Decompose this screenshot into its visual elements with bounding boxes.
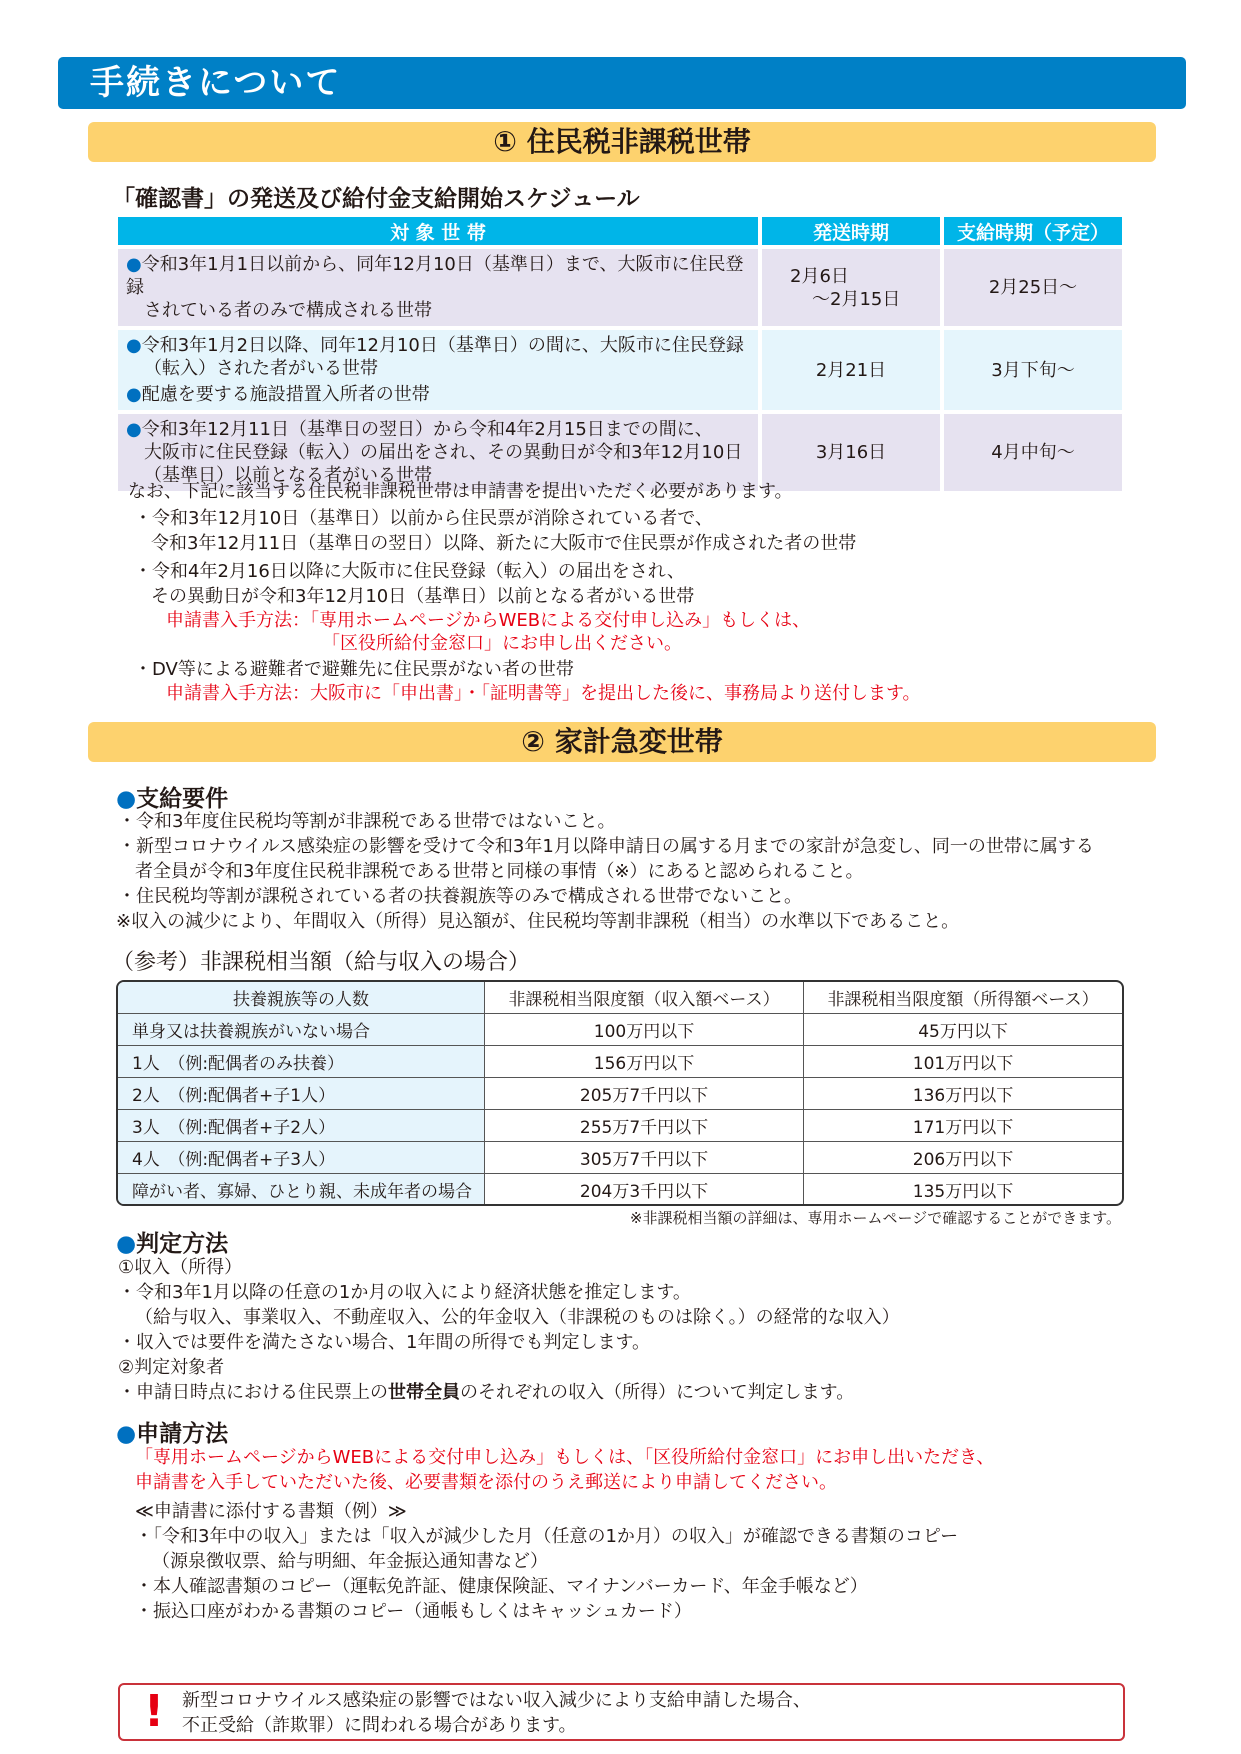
judgement-sub1: ①収入（所得） — [118, 1257, 243, 1278]
bullet-dot-icon: ● — [116, 1421, 137, 1447]
send-date: ～2月15日 — [812, 288, 901, 310]
judgement-heading — [116, 1225, 228, 1258]
red-note-line: 「区役所給付金窓口」にお申し出ください。 — [322, 633, 682, 654]
ref-household: 1人 （例:配偶者のみ扶養） — [118, 1046, 485, 1078]
doc-item: （源泉徴収票、給与明細、年金振込通知書など） — [152, 1551, 548, 1572]
requirements-heading-text: 支給要件 — [136, 786, 229, 812]
reference-row — [118, 1110, 1122, 1142]
reference-title: （参考）非課税相当額（給与収入の場合） — [112, 950, 531, 975]
judgement-sub2: ②判定対象者 — [118, 1357, 225, 1378]
ref-household: 2人 （例:配偶者+子1人） — [118, 1078, 485, 1110]
page-title: 手続きについて — [58, 57, 1186, 109]
note-line: その異動日が令和3年12月10日（基準日）以前となる者がいる世帯 — [151, 586, 695, 607]
exclamation-icon: ! — [144, 1686, 165, 1737]
section1-title: ① 住民税非課税世帯 — [88, 122, 1156, 162]
ref-earnings-limit: 135万円以下 — [804, 1174, 1122, 1206]
doc-item: ・「令和3年中の収入」または「収入が減少した月（任意の1か月）の収入」が確認できる書類のコピー — [135, 1526, 959, 1547]
requirement-line: 者全員が令和3年度住民税非課税である世帯と同様の事情（※）にあると認められること。 — [135, 861, 864, 882]
ref-income-limit: 255万7千円以下 — [485, 1110, 804, 1142]
reference-row — [118, 1078, 1122, 1110]
bullet-dot-icon: ● — [126, 335, 142, 356]
warning-line: 新型コロナウイルス感染症の影響ではない収入減少により支給申請した場合、 — [182, 1690, 811, 1711]
judgement-line: ・令和3年1月以降の任意の1か月の収入により経済状態を推定します。 — [118, 1282, 691, 1303]
ref-income-limit: 205万7千円以下 — [485, 1078, 804, 1110]
judgement-line — [118, 1380, 900, 1405]
send-cell — [762, 249, 940, 326]
red-note-line: 申請書入手方法：大阪市に「申出書」・「証明書等」を提出した後に、事務局より送付します。 — [166, 683, 921, 704]
judgement-emphasis: 世帯全員 — [388, 1382, 460, 1403]
ref-earnings-limit: 171万円以下 — [804, 1110, 1122, 1142]
target-line: 大阪市に住民登録（転入）の届出をされ、その異動日が令和3年12月10日 — [144, 442, 743, 463]
reference-header-row — [118, 982, 1122, 1014]
ref-earnings-limit: 101万円以下 — [804, 1046, 1122, 1078]
doc-item: ・本人確認書類のコピー（運転免許証、健康保険証、マイナンバーカード、年金手帳など） — [135, 1576, 868, 1597]
send-cell: 3月16日 — [762, 414, 940, 491]
ref-household: 障がい者、寡婦、ひとり親、未成年者の場合 — [118, 1174, 485, 1206]
judgement-text: ・申請日時点における住民票上の — [118, 1382, 388, 1403]
note-line: ・令和4年2月16日以降に大阪市に住民登録（転入）の届出をされ、 — [134, 561, 685, 582]
judgement-line: ・収入では要件を満たさない場合、1年間の所得でも判定します。 — [118, 1332, 651, 1353]
note-line: ・DV等による避難者で避難先に住民票がない者の世帯 — [134, 659, 574, 680]
requirements-list — [118, 809, 1094, 934]
ref-header: 非課税相当限度額（所得額ベース） — [804, 982, 1122, 1014]
ref-income-limit: 204万3千円以下 — [485, 1174, 804, 1206]
judgement-content — [118, 1255, 900, 1405]
target-line: （転入）された者がいる世帯 — [144, 358, 378, 379]
ref-household: 3人 （例:配偶者+子2人） — [118, 1110, 485, 1142]
target-line: 令和3年1月1日以前から、同年12月10日（基準日）まで、大阪市に住民登録 — [126, 254, 744, 298]
bullet-dot-icon: ● — [126, 384, 142, 405]
application-heading-text: 申請方法 — [136, 1421, 229, 1447]
requirement-line: ・令和3年度住民税均等割が非課税である世帯ではないこと。 — [118, 811, 616, 832]
bullet-dot-icon: ● — [126, 254, 142, 275]
header-target: 対 象 世 帯 — [118, 217, 758, 245]
target-line: 令和3年1月2日以降、同年12月10日（基準日）の間に、大阪市に住民登録 — [141, 335, 744, 356]
target-line: 令和3年12月11日（基準日の翌日）から令和4年2月15日までの間に、 — [141, 419, 713, 440]
target-line: 配慮を要する施設措置入所者の世帯 — [141, 384, 430, 405]
note-item — [134, 506, 856, 556]
ref-household: 単身又は扶養親族がいない場合 — [118, 1014, 485, 1046]
ref-household: 4人 （例:配偶者+子3人） — [118, 1142, 485, 1174]
application-red-line: 「専用ホームページからWEBによる交付申し込み」もしくは、「区役所給付金窓口」にお申し出いただき、 — [135, 1447, 995, 1468]
schedule-row — [118, 330, 1122, 410]
note-line: 令和3年12月11日（基準日の翌日）以降、新たに大阪市で住民票が作成された者の世帯 — [151, 533, 857, 554]
header-send: 発送時期 — [762, 217, 940, 245]
note-intro: なお、下記に該当する住民税非課税世帯は申請書を提出いただく必要があります。 — [128, 481, 793, 502]
reference-table — [116, 980, 1124, 1206]
application-red-line: 申請書を入手していただいた後、必要書類を添付のうえ郵送により申請してください。 — [135, 1472, 837, 1493]
bullet-dot-icon: ● — [126, 419, 142, 440]
section2-title: ② 家計急変世帯 — [88, 722, 1156, 762]
note-item — [134, 559, 810, 655]
ref-earnings-limit: 206万円以下 — [804, 1142, 1122, 1174]
requirement-line: ・新型コロナウイルス感染症の影響を受けて令和3年1月以降申請日の属する月までの家計が急変し、同一の世帯に属する — [118, 836, 1094, 857]
note-item — [134, 657, 921, 705]
target-line: （基準日）以前となる者がいる世帯 — [144, 465, 432, 486]
application-content — [135, 1445, 994, 1624]
target-cell — [118, 249, 758, 326]
requirement-line: ・住民税均等割が課税されている者の扶養親族等のみで構成される世帯でないこと。 — [118, 886, 802, 907]
pay-cell: 2月25日～ — [944, 249, 1122, 326]
doc-item: ・振込口座がわかる書類のコピー（通帳もしくはキャッシュカード） — [135, 1601, 692, 1622]
bullet-dot-icon: ● — [116, 786, 137, 812]
target-line: されている者のみで構成される世帯 — [144, 300, 432, 321]
schedule-title: 「確認書」の発送及び給付金支給開始スケジュール — [112, 186, 640, 212]
warning-box — [118, 1683, 1125, 1741]
reference-row — [118, 1174, 1122, 1206]
target-cell — [118, 330, 758, 410]
schedule-header-row — [118, 217, 1122, 245]
reference-footnote: ※非課税相当額の詳細は、専用ホームページで確認することができます。 — [629, 1209, 1121, 1227]
schedule-table — [114, 213, 1126, 495]
red-note-line: 申請書入手方法：「専用ホームページからWEBによる交付申し込み」もしくは、 — [166, 610, 811, 631]
reference-row — [118, 1142, 1122, 1174]
pay-cell: 3月下旬～ — [944, 330, 1122, 410]
judgement-text: のそれぞれの収入（所得）について判定します。 — [460, 1382, 855, 1403]
ref-income-limit: 305万7千円以下 — [485, 1142, 804, 1174]
ref-header: 非課税相当限度額（収入額ベース） — [485, 982, 804, 1014]
application-heading — [116, 1415, 228, 1448]
ref-header: 扶養親族等の人数 — [118, 982, 485, 1014]
bullet-dot-icon: ● — [116, 1231, 137, 1257]
judgement-heading-text: 判定方法 — [136, 1231, 229, 1257]
send-cell: 2月21日 — [762, 330, 940, 410]
reference-row — [118, 1046, 1122, 1078]
ref-earnings-limit: 45万円以下 — [804, 1014, 1122, 1046]
warning-text — [182, 1688, 811, 1738]
judgement-line: （給与収入、事業収入、不動産収入、公的年金収入（非課税のものは除く。）の経常的な収入） — [135, 1307, 900, 1328]
note-line: ・令和3年12月10日（基準日）以前から住民票が消除されている者で、 — [134, 508, 713, 529]
requirement-note: ※収入の減少により、年間収入（所得）見込額が、住民税均等割非課税（相当）の水準以下であること。 — [116, 911, 960, 932]
pay-cell: 4月中旬～ — [944, 414, 1122, 491]
send-date: 2月6日 — [790, 265, 849, 287]
schedule-row — [118, 249, 1122, 326]
header-pay: 支給時期（予定） — [944, 217, 1122, 245]
reference-row — [118, 1014, 1122, 1046]
ref-income-limit: 100万円以下 — [485, 1014, 804, 1046]
warning-line: 不正受給（詐欺罪）に問われる場合があります。 — [182, 1715, 577, 1736]
ref-earnings-limit: 136万円以下 — [804, 1078, 1122, 1110]
docs-title: ≪申請書に添付する書類（例）≫ — [135, 1501, 407, 1522]
ref-income-limit: 156万円以下 — [485, 1046, 804, 1078]
